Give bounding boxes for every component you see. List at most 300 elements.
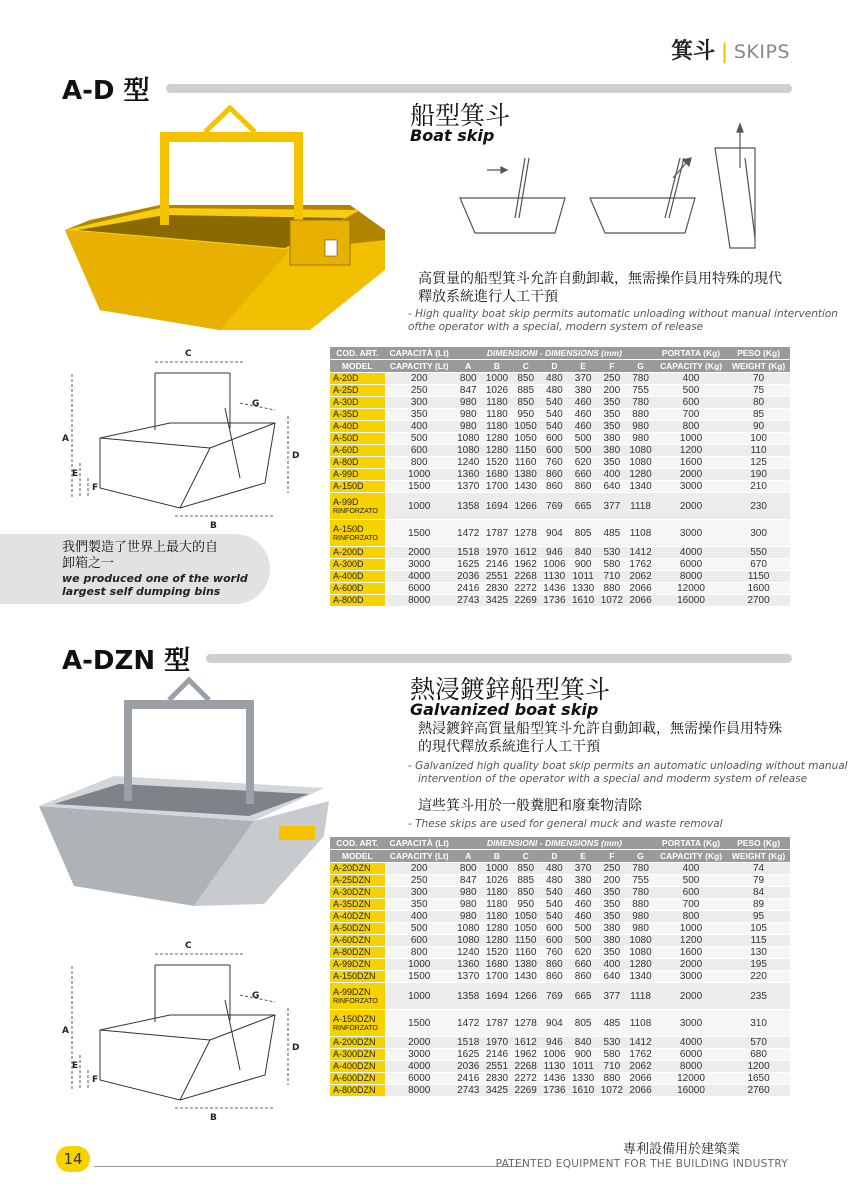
table-cell: 75: [727, 385, 790, 396]
table-body-2: [330, 863, 790, 1096]
table-cell: 665: [569, 493, 598, 519]
table-cell: 850: [511, 863, 540, 874]
table-cell: 540: [540, 421, 569, 432]
dim-label-a: A: [62, 434, 69, 444]
th-weight: WEIGHT (Kg): [727, 360, 790, 372]
dim-label-f: F: [92, 483, 99, 493]
table-cell: 1200: [655, 935, 727, 946]
table-cell: 1006: [540, 559, 569, 570]
table-cell: 1680: [483, 469, 512, 480]
table-cell: 1072: [597, 1085, 626, 1096]
dim-label-g: G: [252, 399, 260, 409]
table-cell: 200: [385, 863, 454, 874]
table-cell: 1180: [483, 911, 512, 922]
table-cell: 880: [626, 899, 655, 910]
th2-capacity-kg: CAPACITY (Kg): [655, 850, 727, 862]
table-cell: 780: [626, 887, 655, 898]
th-capacita: CAPACITÀ (Lt): [385, 347, 454, 359]
table-cell: 1118: [626, 493, 655, 519]
table-row: [330, 409, 790, 420]
table-cell: 980: [454, 409, 483, 420]
table-cell: 1080: [454, 923, 483, 934]
table-cell: 1180: [483, 409, 512, 420]
section-title-text: A-D 型: [62, 76, 150, 106]
th-dims: DIMENSIONI - DIMENSIONS (mm): [454, 347, 655, 359]
table-row: [330, 1073, 790, 1084]
table-cell: 980: [454, 421, 483, 432]
dim2-label-c: C: [185, 941, 192, 951]
table-cell: 480: [540, 373, 569, 384]
table-row: [330, 911, 790, 922]
model-cell: A-300D: [330, 559, 385, 570]
dim-label-c: C: [185, 349, 192, 359]
table-cell: 1280: [483, 445, 512, 456]
table-cell: 950: [511, 409, 540, 420]
table-cell: 1080: [454, 433, 483, 444]
model-cell: A-99D: [330, 469, 385, 480]
table-cell: 500: [655, 385, 727, 396]
table-cell: 480: [540, 875, 569, 886]
table-body: [330, 373, 790, 606]
table-cell: 800: [454, 863, 483, 874]
table-row: [330, 947, 790, 958]
th-capacity: CAPACITY (Lt): [385, 360, 454, 372]
table-cell: 380: [597, 433, 626, 444]
table-row: [330, 595, 790, 606]
table-cell: 2062: [626, 1061, 655, 1072]
model-cell: A-50DZN: [330, 923, 385, 934]
model-cell: A-200DZN: [330, 1037, 385, 1048]
table-cell: 710: [597, 1061, 626, 1072]
table-cell: 600: [385, 445, 454, 456]
table-cell: 480: [540, 863, 569, 874]
table-cell: 660: [569, 469, 598, 480]
table-cell: 235: [727, 983, 790, 1009]
table-row: [330, 421, 790, 432]
table-cell: 3000: [655, 971, 727, 982]
callout-en-1: we produced one of the world: [62, 572, 248, 585]
table-cell: 195: [727, 959, 790, 970]
table-cell: 950: [511, 899, 540, 910]
table-row: [330, 571, 790, 582]
table-cell: 1280: [483, 433, 512, 444]
table-cell: 1080: [454, 445, 483, 456]
table-cell: 885: [511, 385, 540, 396]
table-cell: 1600: [655, 947, 727, 958]
table-cell: 3000: [655, 481, 727, 492]
th2-dim-d: D: [540, 850, 569, 862]
table-cell: 1518: [454, 1037, 483, 1048]
table-cell: 125: [727, 457, 790, 468]
model-cell: A-150DZN RINFORZATO: [330, 1010, 385, 1036]
table-cell: 850: [511, 887, 540, 898]
table-cell: 250: [597, 863, 626, 874]
table-cell: 904: [540, 520, 569, 546]
th2-peso: PESO (Kg): [727, 837, 790, 849]
table-cell: 600: [385, 935, 454, 946]
product-name-cn: 船型箕斗: [410, 101, 511, 130]
table-cell: 2000: [655, 493, 727, 519]
table-cell: 600: [540, 445, 569, 456]
table-cell: 2146: [483, 559, 512, 570]
table-cell: 485: [597, 520, 626, 546]
table-cell: 1000: [385, 983, 454, 1009]
table-cell: 1700: [483, 481, 512, 492]
th2-dims: DIMENSIONI - DIMENSIONS (mm): [454, 837, 655, 849]
table-cell: 1240: [454, 457, 483, 468]
table-cell: 250: [385, 875, 454, 886]
table-row: [330, 547, 790, 558]
table-cell: 1436: [540, 1073, 569, 1084]
table-cell: 400: [597, 959, 626, 970]
table-cell: 1050: [511, 911, 540, 922]
table-cell: 880: [626, 409, 655, 420]
table-row: [330, 520, 790, 546]
table-cell: 1280: [626, 469, 655, 480]
th-dim-c: C: [511, 360, 540, 372]
table-cell: 1610: [569, 595, 598, 606]
table-cell: 1370: [454, 481, 483, 492]
table-cell: 620: [569, 457, 598, 468]
table-cell: 1280: [483, 923, 512, 934]
th2-cod: COD. ART.: [330, 837, 385, 849]
table-cell: 840: [569, 547, 598, 558]
table-cell: 980: [454, 887, 483, 898]
galvanized-skip-image: [34, 676, 334, 916]
table-cell: 600: [540, 433, 569, 444]
table-cell: 1160: [511, 457, 540, 468]
table-row: [330, 971, 790, 982]
desc-cn-line-1: 高質量的船型箕斗允許自動卸載，無需操作員用特殊的現代: [418, 271, 782, 287]
table-cell: 840: [569, 1037, 598, 1048]
table-cell: 300: [727, 520, 790, 546]
table-cell: 1000: [483, 863, 512, 874]
model-cell: A-800D: [330, 595, 385, 606]
dim-label-e: E: [72, 469, 79, 479]
th2-dim-f: F: [597, 850, 626, 862]
table-row: [330, 935, 790, 946]
spec-table-adzn: [330, 836, 790, 1097]
dim-label-b: B: [210, 521, 217, 528]
desc2-cn-line-2: 的現代釋放系統進行人工干預: [418, 739, 600, 755]
th-dim-e: E: [569, 360, 598, 372]
table-cell: 500: [385, 433, 454, 444]
model-cell: A-99DZN: [330, 959, 385, 970]
table-cell: 200: [597, 385, 626, 396]
table-cell: 1266: [511, 983, 540, 1009]
table-cell: 1180: [483, 421, 512, 432]
table-cell: 850: [511, 397, 540, 408]
table-cell: 460: [569, 409, 598, 420]
table-cell: 530: [597, 1037, 626, 1048]
table-cell: 460: [569, 911, 598, 922]
table-cell: 1080: [626, 457, 655, 468]
table-row: [330, 923, 790, 934]
table-cell: 380: [597, 923, 626, 934]
model-cell: A-800DZN: [330, 1085, 385, 1096]
table-cell: 640: [597, 481, 626, 492]
table-cell: 1000: [655, 433, 727, 444]
table-cell: 946: [540, 1037, 569, 1048]
table-cell: 1278: [511, 1010, 540, 1036]
table-cell: 400: [597, 469, 626, 480]
table-cell: 1380: [511, 469, 540, 480]
table-cell: 1680: [483, 959, 512, 970]
table-cell: 3000: [655, 1010, 727, 1036]
table-cell: 460: [569, 899, 598, 910]
table-row: [330, 959, 790, 970]
th-dim-a: A: [454, 360, 483, 372]
desc2-cn-line-1: 熱浸鍍鋅高質量船型箕斗允許自動卸載，無需操作員用特殊: [418, 721, 782, 737]
table-cell: 1500: [385, 971, 454, 982]
table-row: [330, 983, 790, 1009]
table-cell: 1700: [483, 971, 512, 982]
table-cell: 1650: [727, 1073, 790, 1084]
table-cell: 4000: [385, 571, 454, 582]
table-cell: 105: [727, 923, 790, 934]
table-cell: 350: [385, 899, 454, 910]
table-cell: 1150: [511, 445, 540, 456]
table-cell: 1500: [385, 520, 454, 546]
table-cell: 550: [727, 547, 790, 558]
table-cell: 980: [626, 911, 655, 922]
table-row: [330, 469, 790, 480]
table-cell: 4000: [385, 1061, 454, 1072]
model-cell: A-400DZN: [330, 1061, 385, 1072]
footer-cn: 專利設備用於建築業: [622, 1142, 740, 1157]
model-cell: A-150D RINFORZATO: [330, 520, 385, 546]
table-cell: 900: [569, 559, 598, 570]
table-cell: 860: [540, 971, 569, 982]
table-cell: 350: [597, 911, 626, 922]
table-cell: 3425: [483, 595, 512, 606]
table-cell: 2000: [385, 1037, 454, 1048]
th-capacity-kg: CAPACITY (Kg): [655, 360, 727, 372]
table-cell: 540: [540, 409, 569, 420]
table-cell: 95: [727, 911, 790, 922]
table-cell: 805: [569, 520, 598, 546]
table-cell: 200: [597, 875, 626, 886]
table-cell: 85: [727, 409, 790, 420]
table-cell: 1970: [483, 1037, 512, 1048]
dimension-drawing-adzn: [60, 940, 310, 1120]
th2-capacity: CAPACITY (Lt): [385, 850, 454, 862]
table-cell: 250: [597, 373, 626, 384]
dim2-label-a: A: [62, 1026, 69, 1036]
table-cell: 1000: [385, 469, 454, 480]
table-cell: 1108: [626, 520, 655, 546]
model-cell: A-20D: [330, 373, 385, 384]
table-row: [330, 433, 790, 444]
model-cell: A-300DZN: [330, 1049, 385, 1060]
th2-model: MODEL: [330, 850, 385, 862]
table-cell: 1962: [511, 559, 540, 570]
table-cell: 2269: [511, 595, 540, 606]
table-cell: 860: [540, 481, 569, 492]
table-cell: 370: [569, 863, 598, 874]
table-cell: 1736: [540, 595, 569, 606]
table-cell: 2066: [626, 1073, 655, 1084]
th-dim-g: G: [626, 360, 655, 372]
model-cell: A-40DZN: [330, 911, 385, 922]
desc-en-line-2: the operator with a special, modern system of release: [418, 321, 704, 333]
table-cell: 2551: [483, 1061, 512, 1072]
table-cell: 1180: [483, 887, 512, 898]
table-cell: 1118: [626, 983, 655, 1009]
table-cell: 805: [569, 1010, 598, 1036]
callout-largest-bins: [0, 534, 270, 604]
table-cell: 400: [655, 373, 727, 384]
table-cell: 350: [597, 947, 626, 958]
table-cell: 1160: [511, 947, 540, 958]
th-peso: PESO (Kg): [727, 347, 790, 359]
table-cell: 1694: [483, 983, 512, 1009]
table-row: [330, 899, 790, 910]
table-cell: 769: [540, 983, 569, 1009]
th-portata: PORTATA (Kg): [655, 347, 727, 359]
model-cell: A-99DZN RINFORZATO: [330, 983, 385, 1009]
table-cell: 6000: [385, 1073, 454, 1084]
table-cell: 1360: [454, 959, 483, 970]
table-cell: 460: [569, 421, 598, 432]
table-cell: 665: [569, 983, 598, 1009]
table-cell: 460: [569, 887, 598, 898]
th2-dim-g: G: [626, 850, 655, 862]
table-row: [330, 583, 790, 594]
table-row: [330, 559, 790, 570]
table-cell: 2830: [483, 583, 512, 594]
table-cell: 980: [454, 911, 483, 922]
model-cell: A-40D: [330, 421, 385, 432]
table-cell: 350: [597, 899, 626, 910]
table-cell: 380: [597, 445, 626, 456]
table-cell: 377: [597, 493, 626, 519]
table-cell: 500: [569, 433, 598, 444]
table-cell: 6000: [655, 559, 727, 570]
table-cell: 2146: [483, 1049, 512, 1060]
table-cell: 800: [385, 947, 454, 958]
table-cell: 16000: [655, 1085, 727, 1096]
table-cell: 400: [655, 863, 727, 874]
table-cell: 847: [454, 875, 483, 886]
table-cell: 1518: [454, 547, 483, 558]
table-cell: 1006: [540, 1049, 569, 1060]
table-cell: 1000: [385, 959, 454, 970]
th2-dim-e: E: [569, 850, 598, 862]
callout-en-2: largest self dumping bins: [62, 585, 221, 598]
table-cell: 2000: [655, 959, 727, 970]
table-cell: 500: [385, 923, 454, 934]
table-cell: 1050: [511, 421, 540, 432]
dim2-label-g: G: [252, 991, 260, 1001]
table-row: [330, 887, 790, 898]
table-cell: 1150: [511, 935, 540, 946]
table-cell: 755: [626, 385, 655, 396]
table-cell: 1500: [385, 1010, 454, 1036]
table-cell: 540: [540, 899, 569, 910]
table-cell: 89: [727, 899, 790, 910]
table-cell: 680: [727, 1049, 790, 1060]
table-cell: 980: [454, 899, 483, 910]
table-cell: 860: [540, 959, 569, 970]
table-cell: 3425: [483, 1085, 512, 1096]
table-cell: 755: [626, 875, 655, 886]
header-separator: |: [721, 39, 728, 63]
table-cell: 860: [540, 469, 569, 480]
table-cell: 1500: [385, 481, 454, 492]
table-cell: 530: [597, 547, 626, 558]
table-row: [330, 1085, 790, 1096]
th2-weight: WEIGHT (Kg): [727, 850, 790, 862]
table-cell: 710: [597, 571, 626, 582]
table-cell: 2700: [727, 595, 790, 606]
table-cell: 350: [597, 421, 626, 432]
table-cell: 1360: [454, 469, 483, 480]
note-en: - These skips are used for general muck and waste removal: [408, 818, 723, 830]
table-cell: 1472: [454, 1010, 483, 1036]
table-cell: 1370: [454, 971, 483, 982]
model-cell: A-150D: [330, 481, 385, 492]
th2-capacita: CAPACITÀ (Lt): [385, 837, 454, 849]
table-cell: 1130: [540, 571, 569, 582]
model-cell: A-150DZN: [330, 971, 385, 982]
model-cell: A-35D: [330, 409, 385, 420]
table-cell: 980: [626, 433, 655, 444]
header-title-cn: 箕斗: [671, 39, 716, 64]
table-cell: 1180: [483, 397, 512, 408]
page-header: [671, 34, 790, 65]
table-cell: 84: [727, 887, 790, 898]
table-row: [330, 1049, 790, 1060]
product-name-cn-2: 熱浸鍍鋅船型箕斗: [410, 675, 611, 704]
table-cell: 74: [727, 863, 790, 874]
table-cell: 2743: [454, 1085, 483, 1096]
table-cell: 3000: [385, 1049, 454, 1060]
dim2-label-d: D: [292, 1043, 300, 1053]
table-cell: 660: [569, 959, 598, 970]
table-cell: 377: [597, 983, 626, 1009]
table-cell: 110: [727, 445, 790, 456]
model-cell: A-200D: [330, 547, 385, 558]
table-cell: 1762: [626, 559, 655, 570]
table-cell: 1625: [454, 1049, 483, 1060]
table-cell: 3000: [385, 559, 454, 570]
table-cell: 350: [597, 887, 626, 898]
table-cell: 1280: [626, 959, 655, 970]
table-cell: 1011: [569, 571, 598, 582]
dim2-label-f: F: [92, 1075, 99, 1085]
table-cell: 500: [569, 935, 598, 946]
dimension-drawing-ad: [60, 348, 310, 528]
th-cod: COD. ART.: [330, 347, 385, 359]
table-cell: 1072: [597, 595, 626, 606]
table-cell: 540: [540, 397, 569, 408]
table-cell: 600: [655, 397, 727, 408]
table-cell: 1200: [727, 1061, 790, 1072]
table-cell: 1430: [511, 481, 540, 492]
table-cell: 800: [454, 373, 483, 384]
product-name-en-2: Galvanized boat skip: [410, 700, 599, 719]
table-cell: 230: [727, 493, 790, 519]
table-cell: 350: [597, 457, 626, 468]
title-bar: [166, 84, 792, 93]
table-cell: 1762: [626, 1049, 655, 1060]
th-model: MODEL: [330, 360, 385, 372]
table-cell: 1200: [655, 445, 727, 456]
table-cell: 1050: [511, 433, 540, 444]
table-cell: 500: [569, 923, 598, 934]
table-cell: 400: [385, 421, 454, 432]
